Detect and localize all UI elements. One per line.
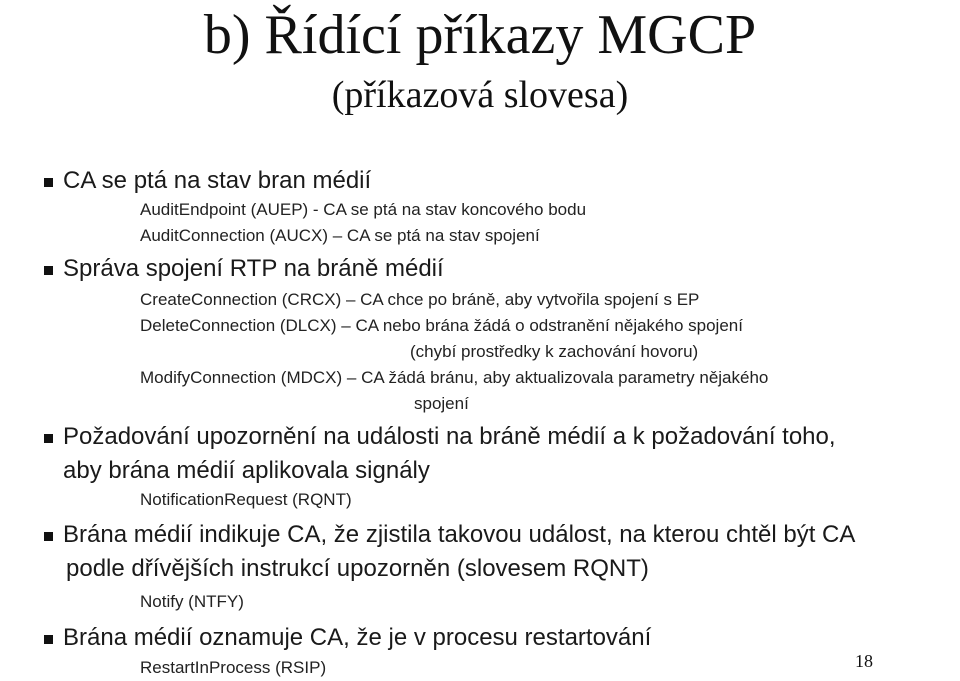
- section-heading: Brána médií indikuje CA, že zjistila takovou událost, na kterou chtěl být CA: [63, 521, 856, 548]
- section-heading: Brána médií oznamuje CA, že je v procesu restartování: [63, 624, 652, 651]
- square-bullet-icon: [44, 532, 53, 541]
- command-item: ModifyConnection (MDCX) – CA žádá bránu, aby aktualizovala parametry nějakého: [140, 368, 769, 387]
- square-bullet-icon: [44, 434, 53, 443]
- section-heading: Správa spojení RTP na bráně médií: [63, 255, 444, 282]
- command-item-continuation: (chybí prostředky k zachování hovoru): [410, 342, 699, 361]
- command-item: AuditEndpoint (AUEP) - CA se ptá na stav koncového bodu: [140, 200, 587, 219]
- command-item-continuation: spojení: [414, 394, 469, 413]
- command-item: DeleteConnection (DLCX) – CA nebo brána žádá o odstranění nějakého spojení: [140, 316, 743, 335]
- section-heading-continuation: aby brána médií aplikovala signály: [63, 457, 430, 484]
- command-item: RestartInProcess (RSIP): [140, 658, 327, 677]
- square-bullet-icon: [44, 635, 53, 644]
- slide-title: b) Řídící příkazy MGCP: [203, 4, 757, 66]
- section-heading: Požadování upozornění na události na bráně médií a k požadování toho,: [63, 423, 836, 450]
- section-heading: CA se ptá na stav bran médií: [63, 167, 372, 194]
- command-item: CreateConnection (CRCX) – CA chce po bráně, aby vytvořila spojení s EP: [140, 290, 700, 309]
- slide-subtitle: (příkazová slovesa): [331, 74, 629, 116]
- square-bullet-icon: [44, 266, 53, 275]
- page-number: 18: [855, 651, 873, 671]
- command-item: Notify (NTFY): [140, 592, 244, 611]
- square-bullet-icon: [44, 178, 53, 187]
- section-heading-continuation: podle dřívějších instrukcí upozorněn (slovesem RQNT): [66, 555, 649, 582]
- command-item: AuditConnection (AUCX) – CA se ptá na stav spojení: [140, 226, 540, 245]
- command-item: NotificationRequest (RQNT): [140, 490, 352, 509]
